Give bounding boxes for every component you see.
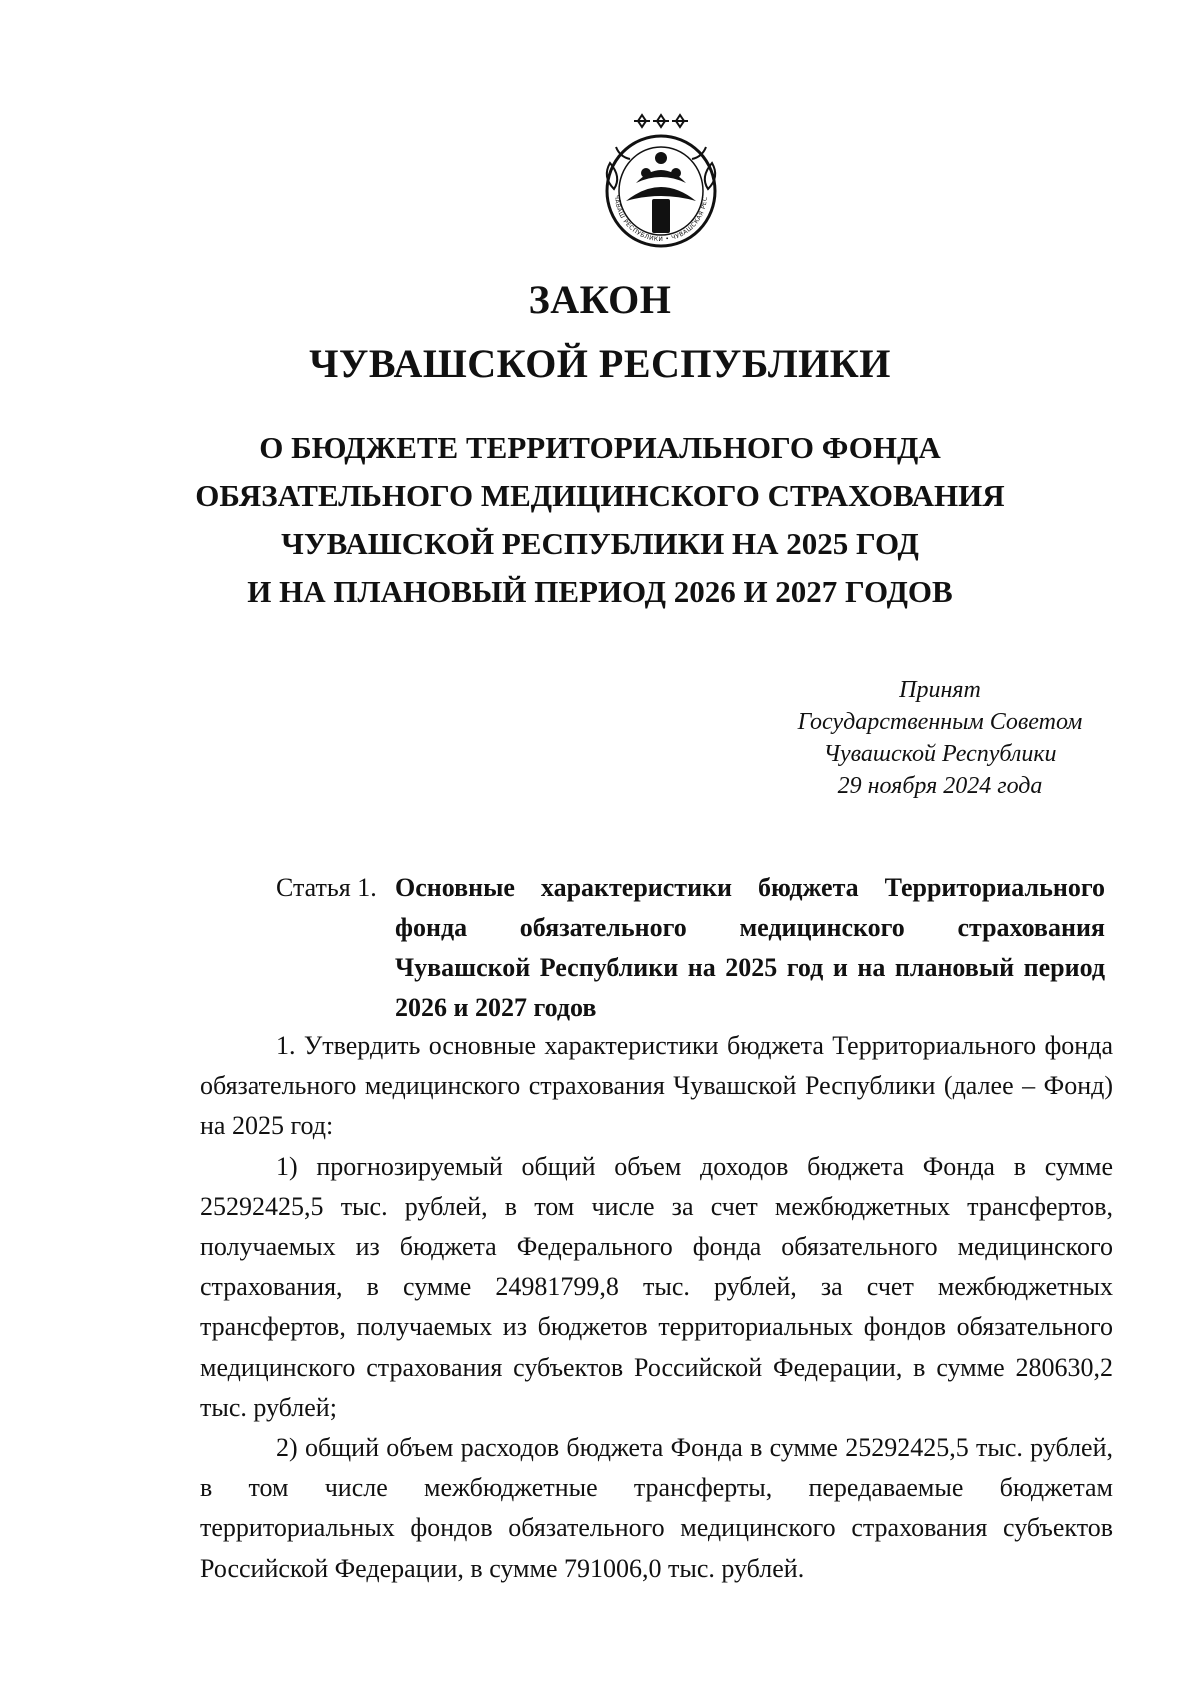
emblem-ring-text: ЧĂВАШ РЕСПУБЛИКИ • ЧУВАШСКАЯ РЕС (612, 194, 710, 244)
subject-line: ЧУВАШСКОЙ РЕСПУБЛИКИ НА 2025 ГОД (281, 526, 919, 561)
article-number: Статья 1. (276, 873, 377, 902)
subject-line: И НА ПЛАНОВЫЙ ПЕРИОД 2026 И 2027 ГОДОВ (247, 574, 953, 609)
paragraph: 1. Утвердить основные характеристики бюджета Территориального фонда обязательного медицинского страхования Чувашской Республики (далее – Фонд) на 2025 год: (200, 1031, 1113, 1141)
adoption-note (770, 674, 1110, 802)
paragraph: 2) общий объем расходов бюджета Фонда в сумме 25292425,5 тыс. рублей, в том числе межбюджетные трансферты, передаваемые бюджетам территориальных фондов обязательного медицинского страхования субъектов Российской Федерации, в сумме 791006,0 тыс. рублей. (200, 1433, 1113, 1583)
law-title: ЗАКОН (528, 277, 672, 322)
republic-title: ЧУВАШСКОЙ РЕСПУБЛИКИ (309, 341, 891, 386)
subject-line: ОБЯЗАТЕЛЬНОГО МЕДИЦИНСКОГО СТРАХОВАНИЯ (195, 478, 1005, 513)
adoption-line: Принят (899, 677, 981, 703)
adoption-line: Государственным Советом (797, 709, 1083, 735)
paragraph: 1) прогнозируемый общий объем доходов бюджета Фонда в сумме 25292425,5 тыс. рублей, в том числе за счет межбюджетных трансфертов, получаемых из бюджета Федерального фонда обязательного медицинского страхования, в сумме 24981799,8 тыс. рублей, за счет межбюджетных трансфертов, получаемых из бюджетов территориальных фондов обязательного медицинского страхования субъектов Российской Федерации, в сумме 280630,2 тыс. рублей; (200, 1151, 1113, 1422)
article-title: Основные характеристики бюджета Территориального фонда обязательного медицинского страхования Чувашской Республики на 2025 год и на плановый период 2026 и 2027 годов (395, 873, 1105, 1022)
coat-of-arms (596, 113, 726, 248)
adoption-date: 29 ноября 2024 года (837, 773, 1043, 799)
article-body (200, 1026, 1113, 1589)
law-subject (0, 424, 1200, 616)
subject-line: О БЮДЖЕТЕ ТЕРРИТОРИАЛЬНОГО ФОНДА (259, 430, 941, 465)
adoption-line: Чувашской Республики (823, 741, 1057, 767)
chuvash-coat-of-arms-icon (596, 113, 726, 248)
